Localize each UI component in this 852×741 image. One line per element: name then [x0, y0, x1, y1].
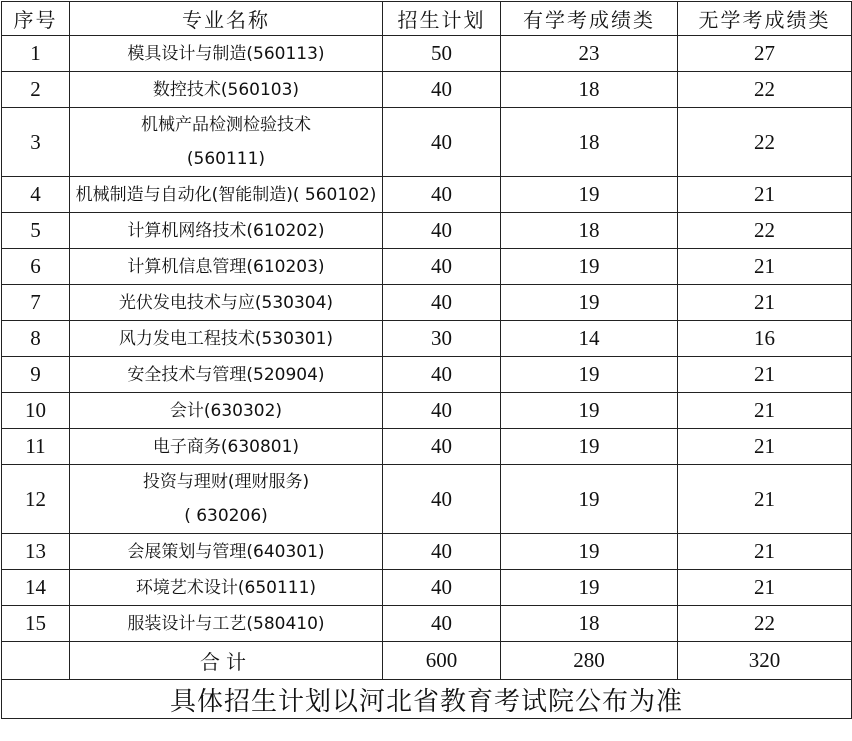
- total-with-exam: 280: [501, 642, 678, 680]
- row-plan: 50: [383, 36, 501, 72]
- row-seq: 1: [2, 36, 70, 72]
- table-row: [2, 321, 852, 357]
- total-label: 合计: [70, 642, 383, 680]
- row-major-line1: 机械产品检测检验技术: [141, 115, 311, 135]
- row-seq: 11: [2, 429, 70, 465]
- row-major: 数控技术(560103): [70, 72, 383, 108]
- row-without-exam: 22: [678, 108, 852, 177]
- table-row: [2, 570, 852, 606]
- row-with-exam: 14: [501, 321, 678, 357]
- row-plan: 40: [383, 108, 501, 177]
- row-with-exam: 19: [501, 393, 678, 429]
- row-major-line2: ( 630206): [184, 506, 268, 526]
- row-plan: 40: [383, 393, 501, 429]
- row-without-exam: 21: [678, 177, 852, 213]
- row-major: 计算机网络技术(610202): [70, 213, 383, 249]
- row-with-exam: 19: [501, 357, 678, 393]
- row-major: [70, 465, 383, 534]
- table-row: [2, 213, 852, 249]
- row-with-exam: 19: [501, 570, 678, 606]
- row-plan: 40: [383, 213, 501, 249]
- row-seq: 8: [2, 321, 70, 357]
- row-plan: 40: [383, 285, 501, 321]
- row-without-exam: 16: [678, 321, 852, 357]
- enrollment-plan-table: [1, 1, 852, 719]
- row-without-exam: 21: [678, 570, 852, 606]
- table-row: [2, 285, 852, 321]
- row-without-exam: 21: [678, 357, 852, 393]
- row-seq: 15: [2, 606, 70, 642]
- total-without-exam: 320: [678, 642, 852, 680]
- row-major: 模具设计与制造(560113): [70, 36, 383, 72]
- row-major: 环境艺术设计(650111): [70, 570, 383, 606]
- table-row: [2, 465, 852, 534]
- row-plan: 40: [383, 249, 501, 285]
- row-without-exam: 21: [678, 534, 852, 570]
- row-major: 风力发电工程技术(530301): [70, 321, 383, 357]
- row-with-exam: 19: [501, 465, 678, 534]
- row-plan: 40: [383, 357, 501, 393]
- table-row: [2, 72, 852, 108]
- table-row: [2, 249, 852, 285]
- row-major: 安全技术与管理(520904): [70, 357, 383, 393]
- row-seq: 3: [2, 108, 70, 177]
- total-row: [2, 642, 852, 680]
- row-with-exam: 18: [501, 72, 678, 108]
- header-without-exam: 无学考成绩类: [678, 2, 852, 36]
- table-row: [2, 606, 852, 642]
- row-major-line2: (560111): [186, 149, 266, 169]
- table-row: [2, 36, 852, 72]
- row-seq: 10: [2, 393, 70, 429]
- row-with-exam: 23: [501, 36, 678, 72]
- row-without-exam: 21: [678, 285, 852, 321]
- header-row: [2, 2, 852, 36]
- row-major: [70, 108, 383, 177]
- row-without-exam: 22: [678, 72, 852, 108]
- header-seq: 序号: [2, 2, 70, 36]
- row-major: 计算机信息管理(610203): [70, 249, 383, 285]
- table-row: [2, 534, 852, 570]
- row-plan: 30: [383, 321, 501, 357]
- footer-note: 具体招生计划以河北省教育考试院公布为准: [2, 680, 852, 719]
- footer-row: [2, 680, 852, 719]
- row-with-exam: 19: [501, 177, 678, 213]
- row-without-exam: 27: [678, 36, 852, 72]
- row-without-exam: 21: [678, 429, 852, 465]
- row-seq: 14: [2, 570, 70, 606]
- row-without-exam: 21: [678, 465, 852, 534]
- row-with-exam: 18: [501, 213, 678, 249]
- row-major: 服装设计与工艺(580410): [70, 606, 383, 642]
- table-row: [2, 429, 852, 465]
- row-plan: 40: [383, 534, 501, 570]
- total-seq-empty: [2, 642, 70, 680]
- header-major: 专业名称: [70, 2, 383, 36]
- row-with-exam: 18: [501, 606, 678, 642]
- table-row: [2, 357, 852, 393]
- row-seq: 13: [2, 534, 70, 570]
- row-without-exam: 22: [678, 213, 852, 249]
- row-major: 机械制造与自动化(智能制造)( 560102): [70, 177, 383, 213]
- row-plan: 40: [383, 570, 501, 606]
- table-row: [2, 177, 852, 213]
- row-seq: 5: [2, 213, 70, 249]
- row-with-exam: 19: [501, 285, 678, 321]
- row-seq: 9: [2, 357, 70, 393]
- row-with-exam: 19: [501, 429, 678, 465]
- row-without-exam: 21: [678, 393, 852, 429]
- row-seq: 12: [2, 465, 70, 534]
- row-with-exam: 19: [501, 249, 678, 285]
- table-row: [2, 393, 852, 429]
- row-without-exam: 22: [678, 606, 852, 642]
- row-without-exam: 21: [678, 249, 852, 285]
- row-with-exam: 18: [501, 108, 678, 177]
- row-seq: 4: [2, 177, 70, 213]
- row-major-line1: 投资与理财(理财服务): [142, 472, 310, 492]
- row-with-exam: 19: [501, 534, 678, 570]
- row-plan: 40: [383, 465, 501, 534]
- row-major: 电子商务(630801): [70, 429, 383, 465]
- row-seq: 6: [2, 249, 70, 285]
- row-major: 光伏发电技术与应(530304): [70, 285, 383, 321]
- row-seq: 2: [2, 72, 70, 108]
- row-plan: 40: [383, 429, 501, 465]
- row-plan: 40: [383, 72, 501, 108]
- header-plan: 招生计划: [383, 2, 501, 36]
- total-plan: 600: [383, 642, 501, 680]
- row-major: 会展策划与管理(640301): [70, 534, 383, 570]
- row-plan: 40: [383, 177, 501, 213]
- row-seq: 7: [2, 285, 70, 321]
- row-plan: 40: [383, 606, 501, 642]
- header-with-exam: 有学考成绩类: [501, 2, 678, 36]
- table-row: [2, 108, 852, 177]
- row-major: 会计(630302): [70, 393, 383, 429]
